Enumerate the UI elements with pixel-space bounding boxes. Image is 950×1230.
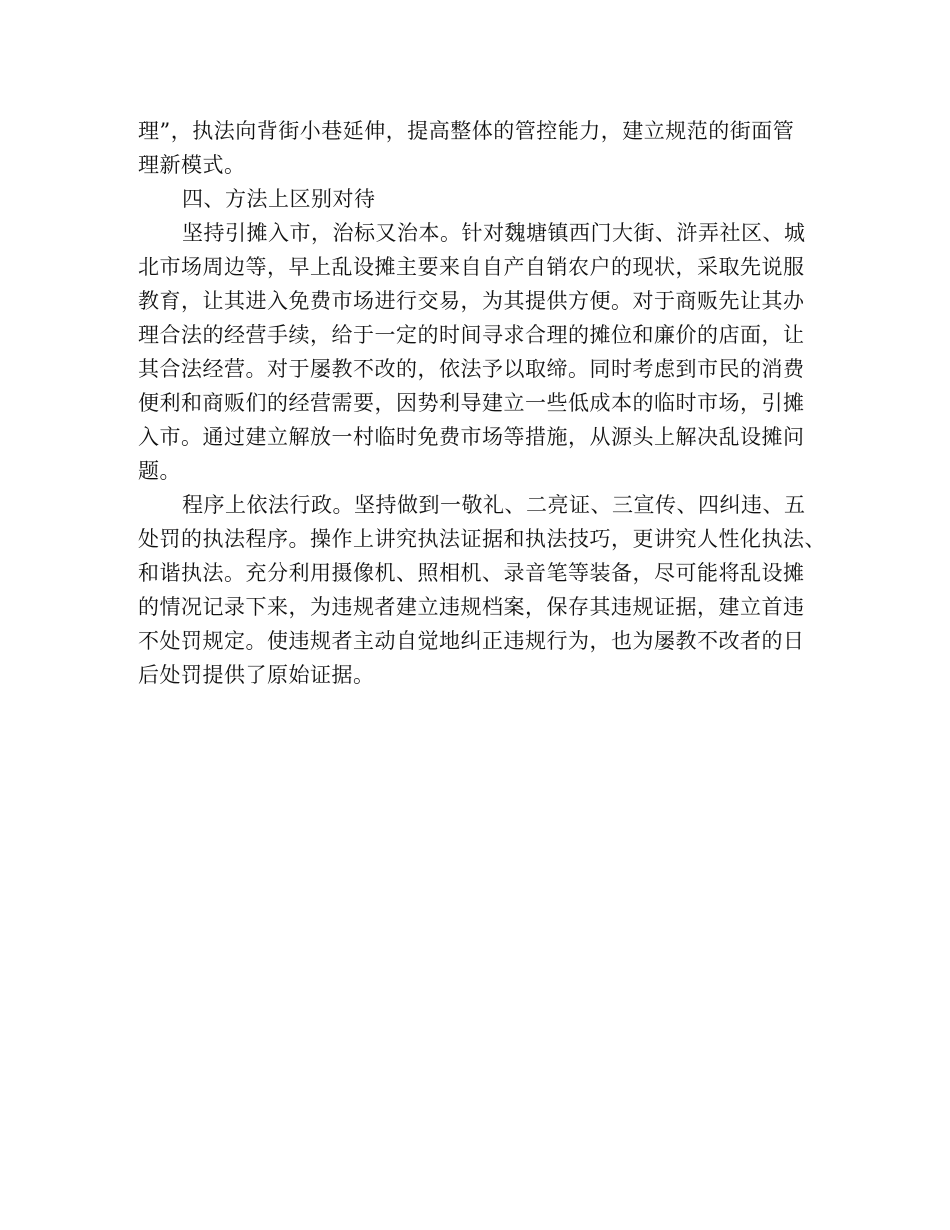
text-line: 不处罚规定。使违规者主动自觉地纠正违规行为，也为屡教不改者的日	[138, 629, 805, 653]
text-line: 其合法经营。对于屡教不改的，依法予以取缔。同时考虑到市民的消费	[138, 357, 805, 381]
text-line: 题。	[138, 459, 181, 483]
document-body	[138, 114, 828, 692]
text-line: 理新模式。	[138, 153, 246, 177]
text-line: 的情况记录下来，为违规者建立违规档案，保存其违规证据，建立首违	[138, 595, 805, 619]
text-line: 后处罚提供了原始证据。	[138, 663, 375, 687]
text-line: 入市。通过建立解放一村临时免费市场等措施，从源头上解决乱设摊问	[138, 425, 805, 449]
text-line: 和谐执法。充分利用摄像机、照相机、录音笔等装备，尽可能将乱设摊	[138, 561, 805, 585]
text-line: 坚持引摊入市，治标又治本。针对魏塘镇西门大街、浒弄社区、城	[182, 221, 806, 245]
text-line: 处罚的执法程序。操作上讲究执法证据和执法技巧，更讲究人性化执法、	[138, 527, 826, 551]
text-line: 教育，让其进入免费市场进行交易，为其提供方便。对于商贩先让其办	[138, 289, 805, 313]
text-line: 程序上依法行政。坚持做到一敬礼、二亮证、三宣传、四纠违、五	[182, 493, 806, 517]
text-line: 北市场周边等，早上乱设摊主要来自自产自销农户的现状，采取先说服	[138, 255, 805, 279]
text-line: 便利和商贩们的经营需要，因势利导建立一些低成本的临时市场，引摊	[138, 391, 805, 415]
section-heading: 四、方法上区别对待	[182, 187, 376, 211]
text-line: 理”，执法向背街小巷延伸，提高整体的管控能力，建立规范的街面管	[138, 119, 795, 143]
text-line: 理合法的经营手续，给于一定的时间寻求合理的摊位和廉价的店面，让	[138, 323, 805, 347]
